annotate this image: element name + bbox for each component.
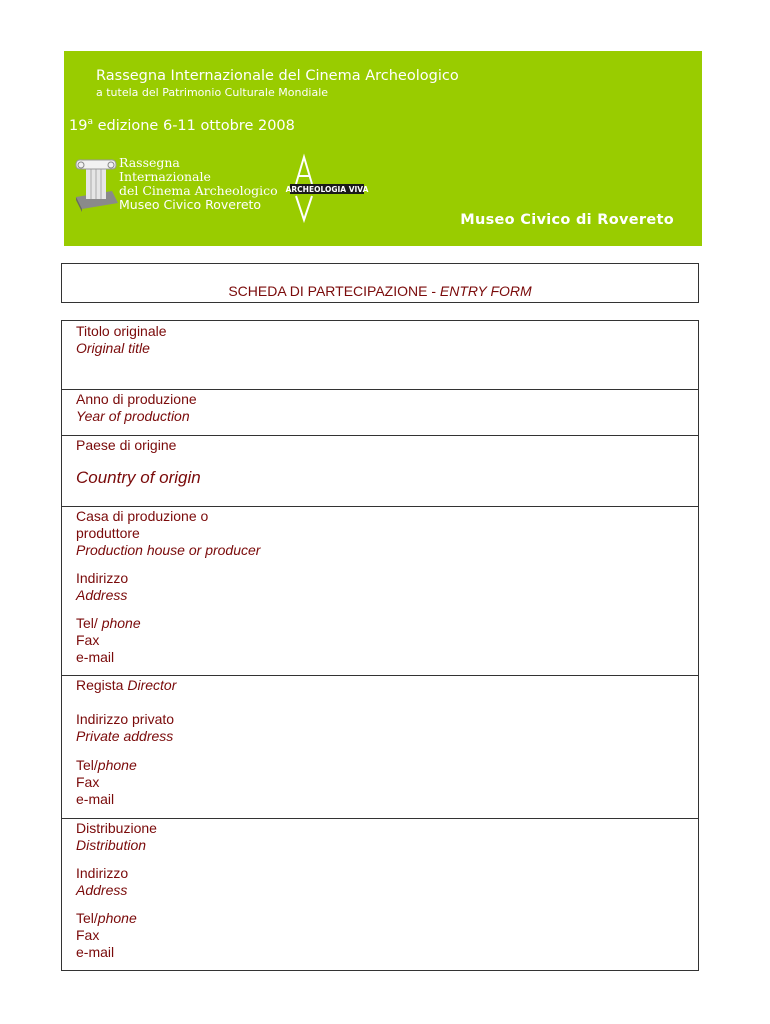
- address-label-en: Private address: [76, 728, 174, 744]
- phone-label-en: phone: [97, 757, 137, 773]
- phone-label-en: phone: [101, 615, 141, 631]
- archeologia-viva-logo-icon: [285, 154, 369, 222]
- label-en: Year of production: [76, 408, 190, 424]
- column-logo-icon: [72, 155, 120, 213]
- tel-label: Tel/: [76, 910, 98, 926]
- address-label-en: Address: [76, 587, 128, 603]
- edition-dates: edizione 6-11 ottobre 2008: [92, 117, 295, 134]
- label-it: Titolo originale: [76, 323, 167, 339]
- logo-line: Museo Civico Rovereto: [119, 197, 262, 212]
- form-heading-normal: SCHEDA DI PARTECIPAZIONE -: [228, 283, 440, 299]
- label-it: Casa di produzione o: [76, 508, 209, 524]
- phone-label: [76, 910, 137, 926]
- email-label: e-mail: [76, 649, 115, 665]
- edition-info: [69, 117, 295, 134]
- logo-text: [119, 156, 278, 212]
- row-production[interactable]: [62, 508, 698, 676]
- address-label-it: Indirizzo: [76, 570, 129, 586]
- address-label-it: Indirizzo privato: [76, 711, 175, 727]
- phone-label-en: phone: [97, 910, 137, 926]
- form-heading: [62, 283, 698, 299]
- festival-subtitle: a tutela del Patrimonio Culturale Mondiale: [96, 86, 329, 99]
- label-en: Production house or producer: [76, 542, 261, 558]
- label-en: Director: [127, 677, 177, 693]
- email-label: e-mail: [76, 944, 115, 960]
- edition-number: 19: [69, 117, 88, 134]
- phone-label: [76, 757, 137, 773]
- label-it: Distribuzione: [76, 820, 157, 836]
- form-header-box: [61, 263, 699, 303]
- fax-label: Fax: [76, 774, 100, 790]
- logo-line: Rassegna: [119, 155, 180, 170]
- row-original-title[interactable]: [62, 321, 698, 390]
- address-label-en: Address: [76, 882, 128, 898]
- fax-label: Fax: [76, 632, 100, 648]
- phone-label: [76, 615, 141, 631]
- address-label-it: Indirizzo: [76, 865, 129, 881]
- director-label: [76, 677, 176, 693]
- tel-label: Tel/: [76, 757, 98, 773]
- entry-form-table: [61, 320, 699, 971]
- label-en: Distribution: [76, 837, 147, 853]
- logo2-text: ARCHEOLOGIA VIVA: [285, 185, 369, 194]
- form-heading-italic: ENTRY FORM: [439, 283, 532, 299]
- fax-label: Fax: [76, 927, 100, 943]
- label-en: Country of origin: [76, 468, 201, 487]
- edition-superscript: a: [87, 117, 93, 127]
- label-it: Paese di origine: [76, 437, 177, 453]
- festival-title: Rassegna Internazionale del Cinema Archeologico: [96, 68, 459, 84]
- row-distribution[interactable]: [62, 820, 698, 970]
- label-en: Original title: [76, 340, 150, 356]
- logo-line: del Cinema Archeologico: [119, 183, 278, 198]
- row-year[interactable]: [62, 391, 698, 436]
- museum-name: Museo Civico di Rovereto: [460, 212, 674, 228]
- label-it: Anno di produzione: [76, 391, 197, 407]
- tel-label: Tel/: [76, 615, 102, 631]
- label-it: produttore: [76, 525, 140, 541]
- email-label: e-mail: [76, 791, 115, 807]
- logo-line: Internazionale: [119, 169, 211, 184]
- festival-banner: [64, 51, 702, 246]
- label-it: Regista: [76, 677, 128, 693]
- row-country[interactable]: [62, 437, 698, 507]
- row-director[interactable]: [62, 677, 698, 819]
